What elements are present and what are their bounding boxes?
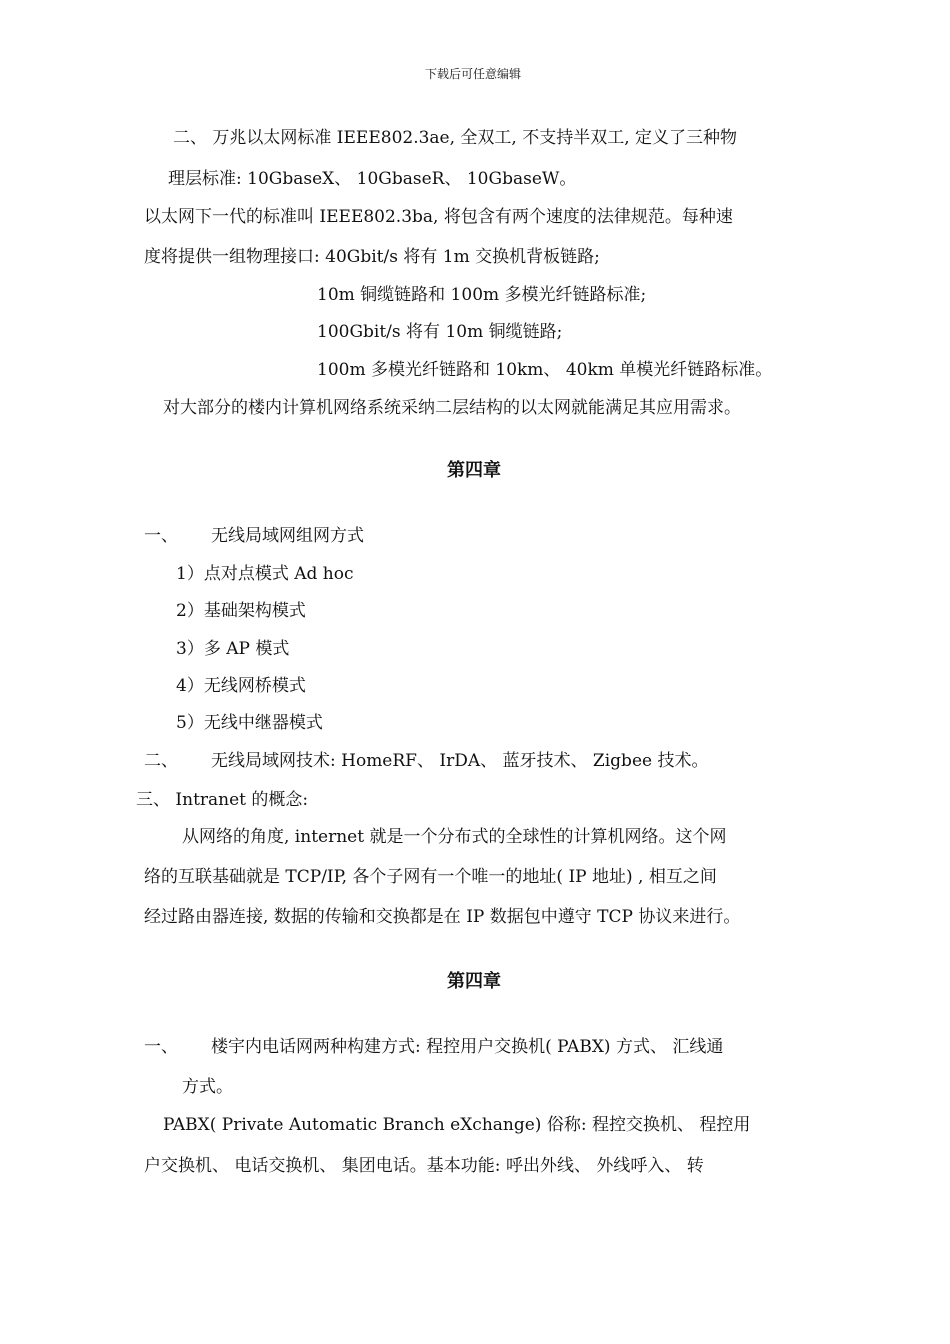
chapter-title: 第四章: [447, 460, 501, 481]
paragraph-line: 从网络的角度, internet 就是一个分布式的全球性的计算机网络。这个网: [182, 827, 727, 847]
paragraph-line: 经过路由器连接, 数据的传输和交换都是在 IP 数据包中遵守 TCP 协议来进行。: [144, 907, 741, 927]
list-item: 三、 Intranet 的概念:: [136, 790, 309, 810]
paragraph-line: 度将提供一组物理接口: 40Gbit/s 将有 1m 交换机背板链路;: [144, 247, 600, 267]
list-item-continuation: 方式。: [182, 1077, 233, 1097]
list-item: 3）多 AP 模式: [176, 639, 290, 659]
list-item: 楼宇内电话网两种构建方式: 程控用户交换机( PABX) 方式、 汇线通: [211, 1037, 724, 1057]
list-item: 5）无线中继器模式: [176, 713, 323, 733]
paragraph-line: 10m 铜缆链路和 100m 多模光纤链路标准;: [317, 285, 647, 305]
list-item: 无线局域网组网方式: [211, 526, 364, 546]
list-number: 一、: [144, 1037, 178, 1057]
list-item: 无线局域网技术: HomeRF、 IrDA、 蓝牙技术、 Zigbee 技术。: [211, 751, 709, 771]
paragraph-line: 以太网下一代的标准叫 IEEE802.3ba, 将包含有两个速度的法律规范。每种速: [144, 207, 733, 227]
paragraph-line: 100Gbit/s 将有 10m 铜缆链路;: [317, 322, 563, 342]
page-header: 下载后可任意编辑: [425, 67, 522, 81]
paragraph-line: 100m 多模光纤链路和 10km、 40km 单模光纤链路标准。: [317, 360, 773, 380]
list-item: 2）基础架构模式: [176, 601, 306, 621]
paragraph-line: PABX( Private Automatic Branch eXchange) 俗称: 程控交换机、 程控用: [163, 1115, 751, 1135]
list-item: 1）点对点模式 Ad hoc: [176, 564, 354, 584]
paragraph-line: 对大部分的楼内计算机网络系统采纳二层结构的以太网就能满足其应用需求。: [163, 398, 741, 418]
paragraph-line: 理层标准: 10GbaseX、 10GbaseR、 10GbaseW。: [168, 169, 577, 189]
paragraph-line: 二、 万兆以太网标准 IEEE802.3ae, 全双工, 不支持半双工, 定义了三种物: [173, 128, 738, 148]
chapter-title: 第四章: [447, 971, 501, 992]
list-number: 一、: [144, 526, 178, 546]
paragraph-line: 户交换机、 电话交换机、 集团电话。基本功能: 呼出外线、 外线呼入、 转: [144, 1156, 704, 1176]
paragraph-line: 络的互联基础就是 TCP/IP, 各个子网有一个唯一的地址( IP 地址) , 相互之间: [144, 867, 717, 887]
list-number: 二、: [144, 751, 178, 771]
list-item: 4）无线网桥模式: [176, 676, 306, 696]
